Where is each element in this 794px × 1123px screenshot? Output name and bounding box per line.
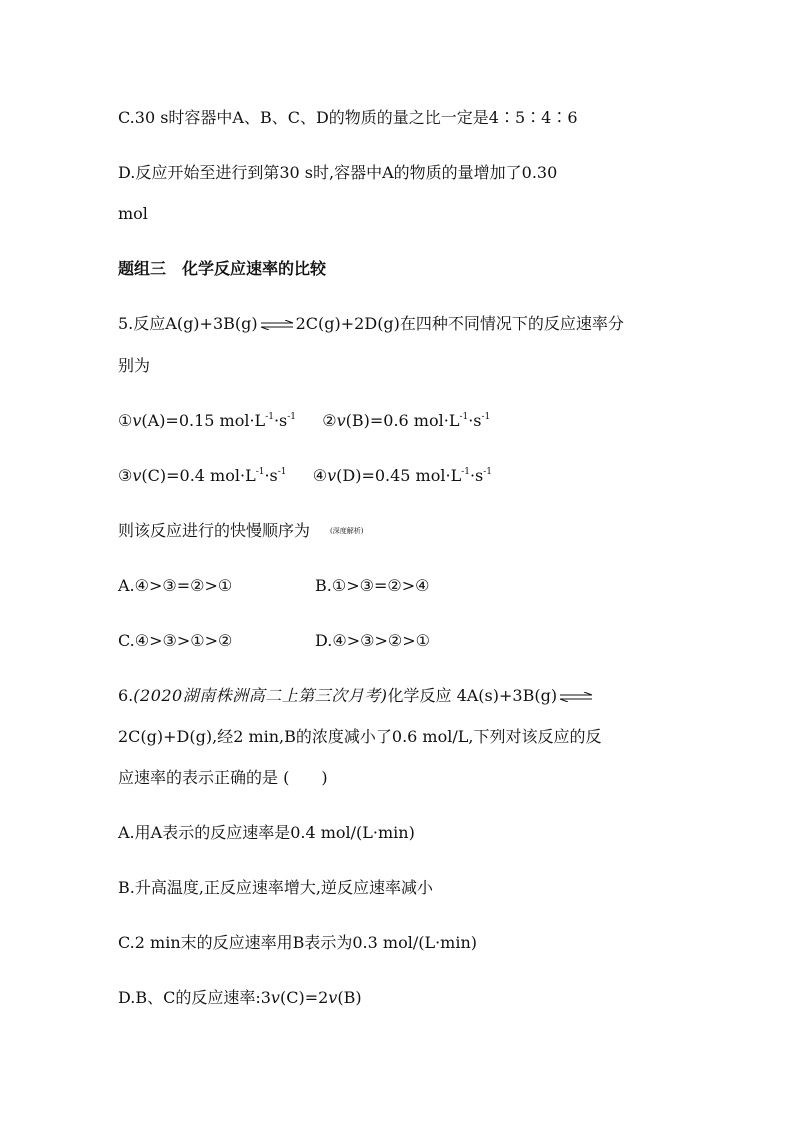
rate2: ②v(B)=0.6 $mol\cdot L^{-1}\cdot s^{-1}$ bbox=[322, 411, 491, 430]
q6-stem-line3: 应速率的表示正确的是 ( ) bbox=[118, 768, 328, 787]
q5-stem-reactants: 5.反应A(g)+3B(g) bbox=[118, 314, 258, 333]
q5-question-text: 则该反应进行的快慢顺序为 bbox=[118, 521, 311, 540]
q6-option-a: A.用A表示的反应速率是0.4 mol/(L·min) bbox=[118, 823, 415, 842]
q6-option-c: C.2 min末的反应速率用B表示为0.3 mol/(L·min) bbox=[118, 933, 478, 952]
equilibrium-arrow-icon bbox=[559, 692, 593, 702]
q5-question bbox=[118, 521, 363, 544]
rate3: ③v(C)=0.4 $mol\cdot L^{-1}\cdot s^{-1}$ bbox=[118, 466, 287, 485]
q6-stem-line1 bbox=[118, 686, 595, 706]
q5-rates-row2 bbox=[118, 466, 492, 486]
q4-option-d-line1: D.反应开始至进行到第30 s时,容器中A的物质的量增加了0.30 bbox=[118, 163, 558, 182]
q4-option-c: C.30 s时容器中A、B、C、D的物质的量之比一定是4∶5∶4∶6 bbox=[118, 108, 578, 127]
rate1: ①v(A)=0.15 $mol\cdot L^{-1}\cdot s^{-1}$ bbox=[118, 411, 297, 430]
q5-stem-line2: 别为 bbox=[118, 356, 151, 375]
q6-option-b: B.升高温度,正反应速率增大,逆反应速率减小 bbox=[118, 878, 434, 897]
q6-stem-line2: 2C(g)+D(g),经2 min,B的浓度减小了0.6 mol/L,下列对该反应的反 bbox=[118, 727, 602, 746]
equilibrium-arrow-icon bbox=[260, 320, 294, 330]
q4-option-d-line2: mol bbox=[118, 204, 148, 223]
rate4: ④v(D)=0.45 $mol\cdot L^{-1}\cdot s^{-1}$ bbox=[312, 466, 493, 485]
section-heading: 题组三 化学反应速率的比较 bbox=[118, 259, 327, 278]
q6-option-d: D.B、C的反应速率:3v(C)=2v(B) bbox=[118, 988, 362, 1007]
q5-option-d: D.④>③>②>① bbox=[315, 631, 430, 650]
q5-stem-line1 bbox=[118, 314, 624, 334]
q6-stem-reaction: 化学反应 4A(s)+3B(g) bbox=[387, 686, 558, 705]
q6-number: 6. bbox=[118, 686, 134, 705]
q5-option-a: A.④>③=②>① bbox=[118, 576, 233, 595]
q6-source: (2020湖南株洲高二上第三次月考) bbox=[133, 686, 388, 705]
deep-analysis-tag: (深度解析) bbox=[330, 527, 364, 535]
q5-rates-row1 bbox=[118, 411, 490, 431]
q5-option-b: B.①>③=②>④ bbox=[315, 576, 430, 595]
q5-option-c: C.④>③>①>② bbox=[118, 631, 233, 650]
q5-options-row1 bbox=[118, 576, 430, 596]
q5-options-row2 bbox=[118, 631, 430, 651]
q5-stem-products: 2C(g)+2D(g)在四种不同情况下的反应速率分 bbox=[295, 314, 624, 333]
